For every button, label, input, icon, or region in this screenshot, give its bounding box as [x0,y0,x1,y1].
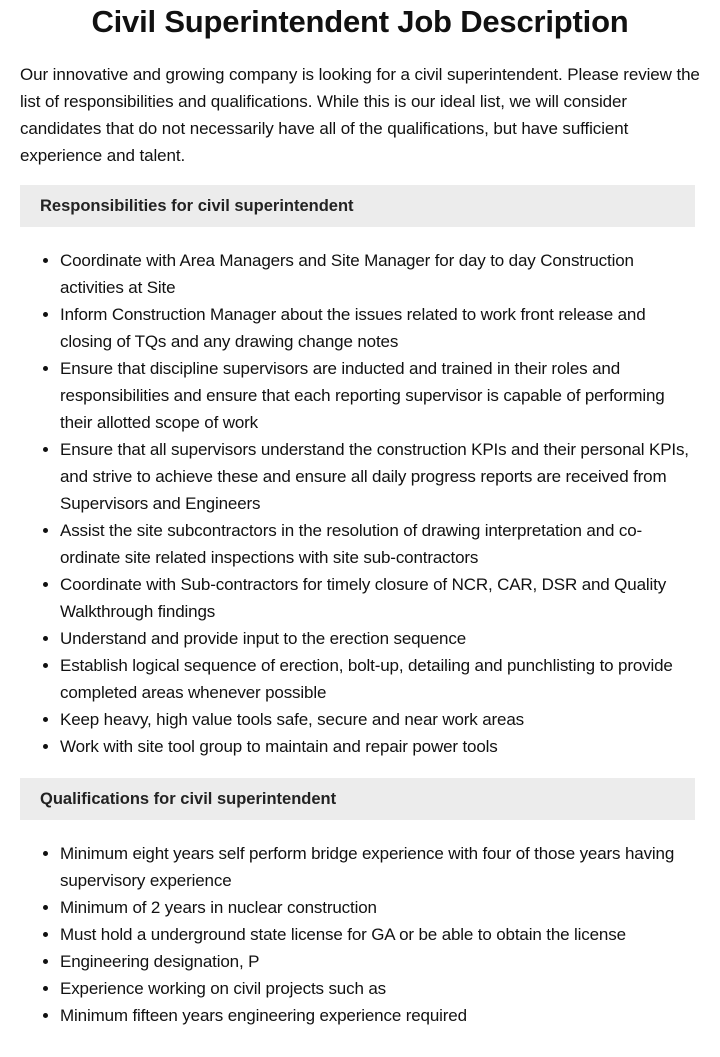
list-item: • Experience working on civil projects such as [60,975,700,1002]
list-item: • Coordinate with Area Managers and Site Manager for day to day Construction activities at Site [60,247,700,301]
list-item: • Assist the site subcontractors in the resolution of drawing interpretation and co-ordinate site related inspections with site sub-contractors [60,517,700,571]
list-item: • Minimum of 2 years in nuclear construction [60,894,700,921]
list-item: • Establish logical sequence of erection, bolt-up, detailing and punchlisting to provide completed areas whenever possible [60,652,700,706]
list-item: • Keep heavy, high value tools safe, secure and near work areas [60,706,700,733]
qualifications-list [20,840,700,1029]
responsibilities-heading: Responsibilities for civil superintendent [20,185,695,227]
list-item: • Minimum fifteen years engineering experience required [60,1002,700,1029]
list-item: • Work with site tool group to maintain and repair power tools [60,733,700,760]
page-title: Civil Superintendent Job Description [91,4,629,39]
responsibilities-list [20,247,700,760]
list-item: • Understand and provide input to the erection sequence [60,625,700,652]
list-item: • Ensure that discipline supervisors are inducted and trained in their roles and responsibilities and ensure that each reporting supervisor is capable of performing their allotted scope of work [60,355,700,436]
intro-paragraph: Our innovative and growing company is looking for a civil superintendent. Please review the list of responsibilities and qualifications. While this is our ideal list, we will consider candidates that do not necessarily have all of the qualifications, but have sufficient experience and talent. [20,65,700,165]
list-item: • Inform Construction Manager about the issues related to work front release and closing of TQs and any drawing change notes [60,301,700,355]
list-item: • Ensure that all supervisors understand the construction KPIs and their personal KPIs, and strive to achieve these and ensure all daily progress reports are received from Supervisors and Engineers [60,436,700,517]
list-item: • Engineering designation, P [60,948,700,975]
qualifications-heading: Qualifications for civil superintendent [20,778,695,820]
list-item: • Coordinate with Sub-contractors for timely closure of NCR, CAR, DSR and Quality Walkthrough findings [60,571,700,625]
list-item: • Must hold a underground state license for GA or be able to obtain the license [60,921,700,948]
list-item: • Minimum eight years self perform bridge experience with four of those years having supervisory experience [60,840,700,894]
